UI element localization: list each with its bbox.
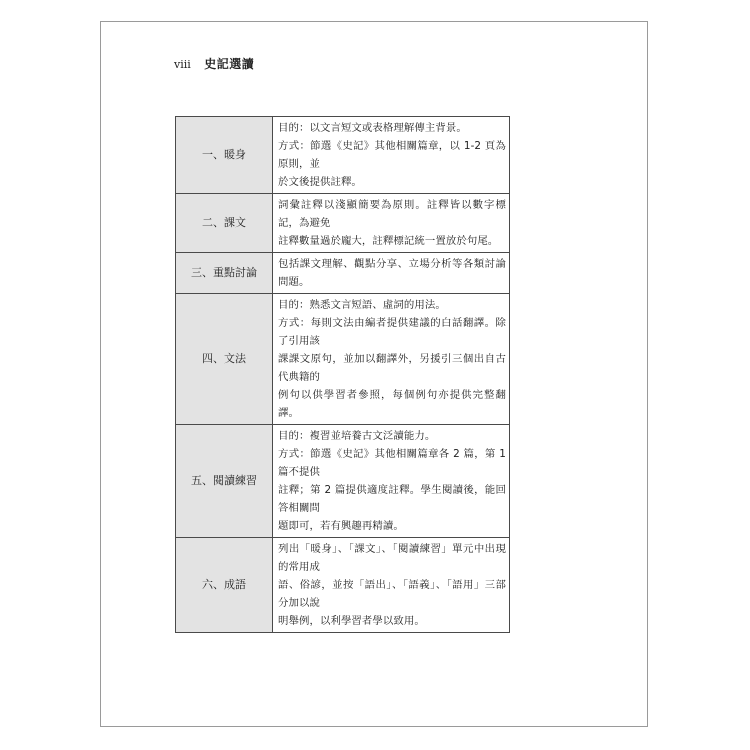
section-label: 二、課文 bbox=[176, 194, 273, 253]
table-row bbox=[176, 117, 510, 194]
description-line: 題即可，若有興趣再精讀。 bbox=[278, 520, 404, 532]
description-line: 語、俗諺，並按「語出」、「語義」、「語用」三部分加以說 bbox=[278, 579, 506, 609]
unit-structure-table bbox=[175, 116, 510, 633]
description-line: 方式：節選《史記》其他相關篇章各 2 篇，第 1 篇不提供 bbox=[278, 448, 506, 478]
section-description bbox=[273, 538, 510, 633]
section-description bbox=[273, 117, 510, 194]
table-body bbox=[176, 117, 510, 633]
section-label: 三、重點討論 bbox=[176, 253, 273, 294]
description-line: 註釋數量過於龐大，註釋標記統一置放於句尾。 bbox=[278, 235, 499, 247]
table-row bbox=[176, 253, 510, 294]
table-row bbox=[176, 538, 510, 633]
book-page bbox=[100, 21, 648, 727]
description-line: 課課文原句，並加以翻譯外，另援引三個出自古代典籍的 bbox=[278, 353, 506, 383]
description-line: 例句以供學習者參照，每個例句亦提供完整翻譯。 bbox=[278, 389, 506, 419]
section-description bbox=[273, 253, 510, 294]
description-line: 方式：節選《史記》其他相關篇章，以 1-2 頁為原則，並 bbox=[278, 140, 506, 170]
section-label: 六、成語 bbox=[176, 538, 273, 633]
description-line: 註釋；第 2 篇提供適度註釋。學生閱讀後，能回答相關問 bbox=[278, 484, 506, 514]
page-number: viii bbox=[174, 58, 191, 71]
section-label: 四、文法 bbox=[176, 294, 273, 425]
description-line: 列出「暖身」、「課文」、「閱讀練習」單元中出現的常用成 bbox=[278, 543, 506, 573]
section-description bbox=[273, 194, 510, 253]
section-label: 五、閱讀練習 bbox=[176, 425, 273, 538]
section-description bbox=[273, 425, 510, 538]
description-line: 目的：熟悉文言短語、虛詞的用法。 bbox=[278, 299, 446, 311]
running-header bbox=[174, 55, 254, 72]
description-line: 明舉例，以利學習者學以致用。 bbox=[278, 615, 425, 627]
table-row bbox=[176, 294, 510, 425]
description-line: 於文後提供註釋。 bbox=[278, 176, 362, 188]
table-row bbox=[176, 425, 510, 538]
table-row bbox=[176, 194, 510, 253]
description-line: 目的：複習並培養古文泛讀能力。 bbox=[278, 430, 436, 442]
description-line: 包括課文理解、觀點分享、立場分析等各類討論問題。 bbox=[278, 258, 506, 288]
book-title: 史記選讀 bbox=[204, 57, 255, 71]
description-line: 方式：每則文法由編者提供建議的白話翻譯。除了引用該 bbox=[278, 317, 506, 347]
section-label: 一、暖身 bbox=[176, 117, 273, 194]
section-description bbox=[273, 294, 510, 425]
description-line: 目的：以文言短文或表格理解傳主背景。 bbox=[278, 122, 467, 134]
description-line: 詞彙註釋以淺顯簡要為原則。註釋皆以數字標記，為避免 bbox=[278, 199, 506, 229]
